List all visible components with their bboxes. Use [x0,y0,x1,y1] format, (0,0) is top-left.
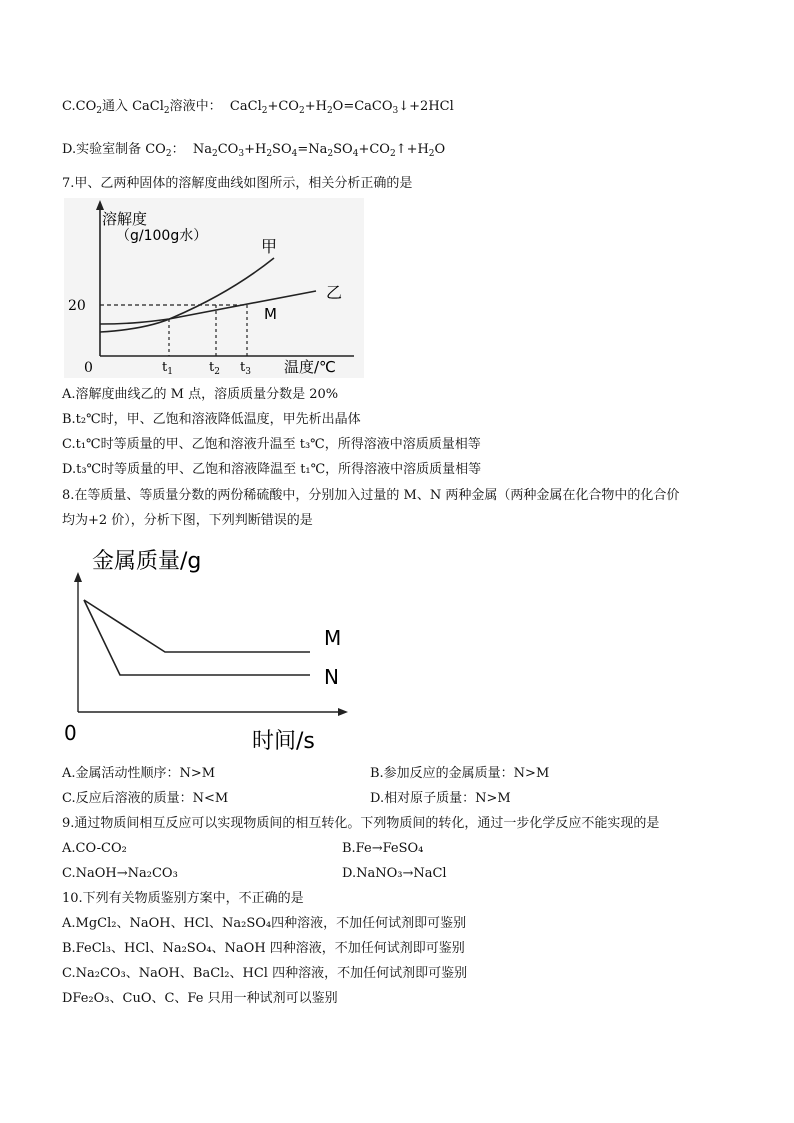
q9-stem: 9.通过物质间相互反应可以实现物质间的相互转化。下列物质间的转化，通过一步化学反应不能实现的是 [62,816,660,831]
q10-option-d: DFe₂O₃、CuO、C、Fe 只用一种试剂可以鉴别 [62,991,338,1006]
graph-origin: 0 [64,721,77,745]
q6-option-d: D.实验室制备 $CO_2$： $Na_2CO_3+H_2SO_4=Na_2SO_4+CO_2↑+H_2O$ [62,142,446,159]
q7-stem: 7.甲、乙两种固体的溶解度曲线如图所示，相关分析正确的是 [62,176,413,191]
tick-t1: $t_1$ [162,360,173,377]
metal-mass-figure [62,540,362,754]
series-n-label: N [324,665,339,689]
q7-option-a: A.溶解度曲线乙的 M 点，溶质质量分数是 20% [62,387,339,402]
q6-option-c: $C.CO_2$通入 CaCl$_2$溶液中： $CaCl_2+CO_2+H_2O=CaCO_3↓+2HCl$ [62,99,454,116]
q8-stem-line2: 均为+2 价），分析下图，下列判断错误的是 [62,513,313,528]
graph-ylabel-2: （g/100g水） [116,228,208,244]
x-axis-arrow [338,708,348,716]
y-tick-20: 20 [68,298,86,314]
tick-t2: $t_2$ [209,360,220,377]
graph-xlabel: 温度/℃ [284,358,336,376]
curve-yi-label: 乙 [326,283,343,302]
q9-option-a: A.CO-CO₂ [62,841,127,856]
q8-option-d: D.相对原子质量：N>M [370,791,511,806]
series-n-line [84,600,310,675]
q10-option-c: C.Na₂CO₃、NaOH、BaCl₂、HCl 四种溶液，不加任何试剂即可鉴别 [62,966,468,981]
q7-option-c: C.t₁℃时等质量的甲、乙饱和溶液升温至 t₃℃，所得溶液中溶质质量相等 [62,437,481,452]
graph-ylabel-1: 溶解度 [102,210,148,228]
q10-option-a: A.MgCl₂、NaOH、HCl、Na₂SO₄四种溶液，不加任何试剂即可鉴别 [62,916,467,931]
series-m-line [84,600,310,652]
y-axis-arrow [74,572,82,582]
solubility-curve-figure [64,198,364,378]
q9-option-b: B.Fe→FeSO₄ [342,841,424,856]
series-m-label: M [324,626,342,650]
q8-option-b: B.参加反应的金属质量：N>M [370,766,550,781]
graph-ylabel: 金属质量/g [92,549,202,574]
q7-option-b: B.t₂℃时，甲、乙饱和溶液降低温度，甲先析出晶体 [62,412,361,427]
q8-stem-line1: 8.在等质量、等质量分数的两份稀硫酸中，分别加入过量的 M、N 两种金属（两种金属在化合物中的化合价 [62,488,680,503]
tick-t3: $t_3$ [240,360,251,377]
point-m-label: M [264,305,277,323]
q10-option-b: B.FeCl₃、HCl、Na₂SO₄、NaOH 四种溶液，不加任何试剂即可鉴别 [62,941,465,956]
graph-xlabel: 时间/s [252,729,315,754]
q7-option-d: D.t₃℃时等质量的甲、乙饱和溶液降温至 t₁℃，所得溶液中溶质质量相等 [62,462,482,477]
q10-stem: 10.下列有关物质鉴别方案中，不正确的是 [62,891,304,906]
curve-jia-label: 甲 [261,237,278,256]
q8-option-c: C.反应后溶液的质量：N<M [62,791,229,806]
q9-option-c: C.NaOH→Na₂CO₃ [62,866,178,881]
graph-origin: 0 [84,360,93,376]
q8-option-a: A.金属活动性顺序：N>M [62,766,216,781]
q9-option-d: D.NaNO₃→NaCl [342,866,447,881]
